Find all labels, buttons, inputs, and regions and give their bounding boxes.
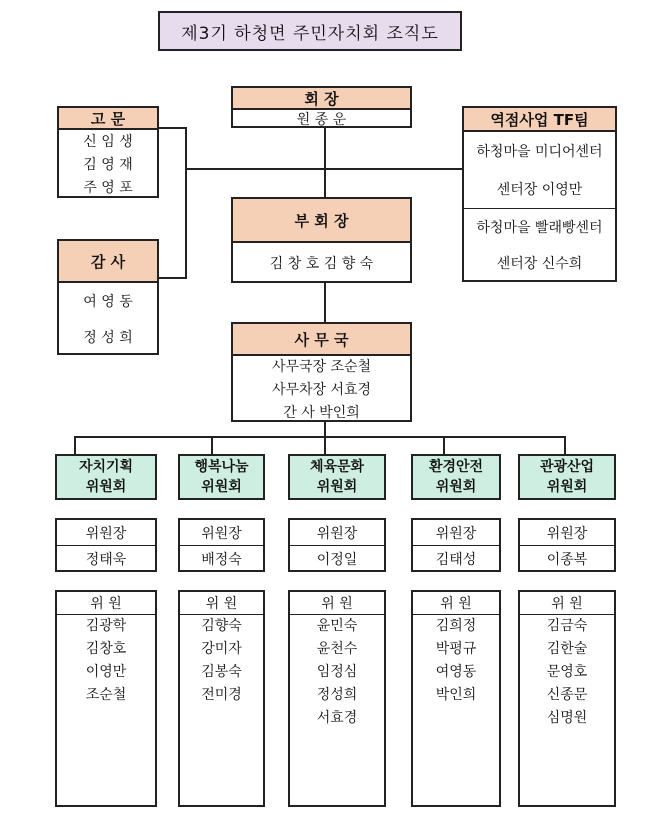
committee-members-box (55, 590, 157, 807)
auditor-box (57, 239, 159, 355)
committee-header (518, 454, 616, 500)
secretariat-list (233, 356, 410, 425)
committee-suffix: 위원회 (201, 479, 242, 495)
committee-chair-box (288, 518, 386, 572)
member-name: 김광학 (85, 618, 127, 634)
members-list (520, 615, 614, 730)
org-chart-title: 제3기 하청면 주민자치회 조직도 (158, 11, 462, 51)
member-name: 조순철 (85, 687, 127, 703)
connector (564, 436, 566, 454)
tf-team-header: 역점사업 TF팀 (464, 108, 615, 132)
committee-chair-box (518, 518, 616, 572)
members-list (413, 615, 499, 707)
chair-name: 배정숙 (201, 551, 242, 568)
chairman-name: 원 종 운 (296, 112, 347, 128)
tf-team-box (462, 106, 617, 282)
member-name: 김봉숙 (201, 664, 242, 680)
secretariat-row: 사무국장 조순철 (271, 359, 372, 375)
tf-row: 센터장 신수희 (496, 256, 583, 272)
secretariat-row: 간 사 박인희 (283, 405, 360, 421)
committee-suffix: 위원회 (316, 479, 358, 495)
committee-header (411, 454, 501, 500)
committee-suffix: 위원회 (85, 479, 127, 495)
member-name: 여영동 (435, 664, 477, 680)
member-name: 심명원 (546, 710, 588, 726)
committee-suffix: 위원회 (435, 479, 477, 495)
committee-header (178, 454, 265, 500)
committee-members-box (411, 590, 501, 807)
member-name: 김향숙 (201, 618, 242, 634)
chair-name: 김태성 (435, 551, 477, 568)
vice-chairman-names: 김 창 호 김 향 숙 (269, 256, 374, 272)
chairman-header: 회 장 (233, 88, 410, 110)
committee-header (288, 454, 386, 500)
member-name: 전미경 (201, 687, 242, 703)
auditor-name: 정 성 희 (83, 330, 133, 346)
committee-chair-box (55, 518, 157, 572)
member-name: 박인희 (435, 687, 477, 703)
chair-name: 정태욱 (85, 551, 127, 568)
chair-label: 위원장 (290, 520, 384, 546)
connector (186, 168, 463, 170)
chair-label: 위원장 (180, 520, 263, 546)
advisor-name: 주 영 포 (83, 180, 133, 196)
secretariat-header: 사 무 국 (233, 324, 410, 356)
chair-label: 위원장 (57, 520, 155, 546)
committee-header (55, 454, 157, 500)
member-name: 김금숙 (546, 618, 588, 634)
member-name: 문영호 (546, 664, 588, 680)
advisor-name: 김 영 재 (83, 157, 133, 173)
committee-name: 체육문화 (309, 459, 365, 475)
chairman-box (231, 86, 412, 128)
connector (324, 127, 326, 198)
members-label: 위 원 (57, 592, 155, 615)
tf-row: 센터장 이영만 (464, 170, 615, 209)
vice-chairman-box (231, 197, 412, 283)
secretariat-row: 사무차장 서효경 (271, 382, 372, 398)
advisor-box (57, 106, 159, 198)
tf-row: 하청마을 미디어센터 (476, 144, 603, 160)
committee-name: 환경안전 (428, 459, 484, 475)
committee-name: 관광산업 (539, 459, 595, 475)
committee-suffix: 위원회 (546, 479, 588, 495)
member-name: 윤천수 (316, 641, 358, 657)
committee-chair-box (178, 518, 265, 572)
members-label: 위 원 (290, 592, 384, 615)
committee-name: 행복나눔 (194, 459, 249, 475)
advisor-name: 신 임 생 (83, 134, 133, 150)
member-name: 임정심 (316, 664, 358, 680)
committee-members-box (178, 590, 265, 807)
member-name: 서효경 (316, 710, 358, 726)
secretariat-box (231, 322, 412, 422)
connector (74, 436, 76, 454)
chair-name: 이종복 (546, 551, 588, 568)
members-list (290, 615, 384, 730)
members-label: 위 원 (180, 592, 263, 615)
tf-row: 하청마을 빨래빵센터 (476, 220, 603, 236)
connector (211, 436, 213, 454)
members-list (180, 615, 263, 707)
chair-label: 위원장 (520, 520, 614, 546)
auditor-name: 여 영 동 (83, 294, 133, 310)
member-name: 신종문 (546, 687, 588, 703)
connector (443, 436, 445, 454)
advisor-header: 고 문 (59, 108, 157, 130)
member-name: 김창호 (85, 641, 127, 657)
connector (324, 436, 326, 454)
member-name: 김한술 (546, 641, 588, 657)
members-label: 위 원 (413, 592, 499, 615)
advisor-list (59, 130, 157, 200)
connector (158, 127, 186, 129)
member-name: 강미자 (201, 641, 242, 657)
members-list (57, 615, 155, 707)
committee-name: 자치기획 (78, 459, 134, 475)
connector (74, 436, 566, 438)
chair-label: 위원장 (413, 520, 499, 546)
connector (185, 127, 187, 278)
auditor-header: 감 사 (59, 241, 157, 283)
chair-name: 이정일 (316, 551, 358, 568)
connector (324, 282, 326, 323)
committee-chair-box (411, 518, 501, 572)
member-name: 이영만 (85, 664, 127, 680)
connector (158, 277, 187, 279)
member-name: 박평규 (435, 641, 477, 657)
vice-chairman-header: 부 회 장 (233, 199, 410, 243)
committee-members-box (288, 590, 386, 807)
member-name: 김희정 (435, 618, 477, 634)
member-name: 정성희 (316, 687, 358, 703)
member-name: 윤민숙 (316, 618, 358, 634)
members-label: 위 원 (520, 592, 614, 615)
committee-members-box (518, 590, 616, 807)
